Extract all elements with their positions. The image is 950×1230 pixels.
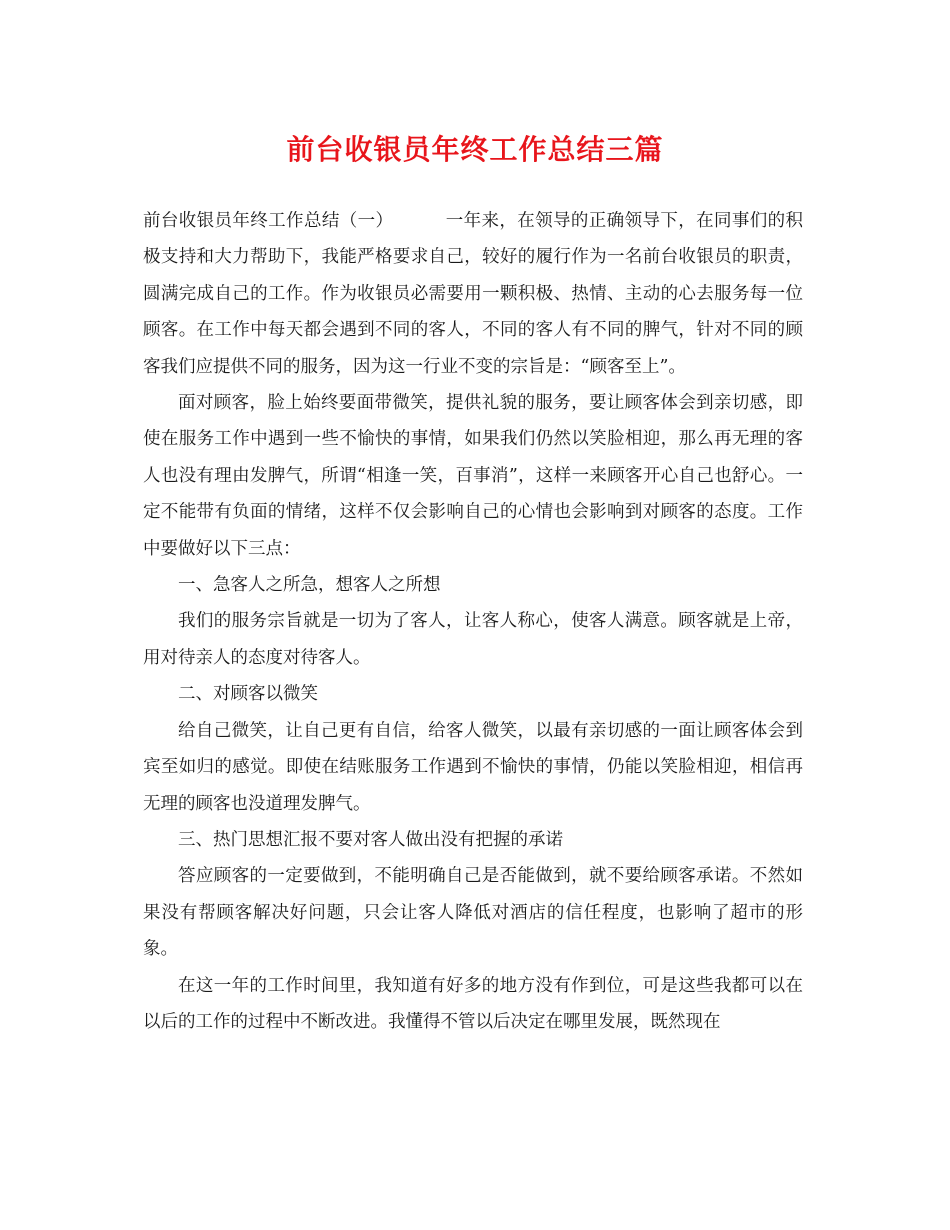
paragraph: 我们的服务宗旨就是一切为了客人，让客人称心，使客人满意。顾客就是上帝，用对待亲人的态度对待客人。 (143, 611, 803, 668)
paragraph-text: 一年来，在领导的正确领导下，在同事们的积极支持和大力帮助下，我能严格要求自己，较好的履行作为一名前台收银员的职责，圆满完成自己的工作。作为收银员必需要用一颗积极、热情、主动的心去服务每一位顾客。在工作中每天都会遇到不同的客人，不同的客人有不同的脾气，针对不同的顾客我们应提供不同的服务，因为这一行业不变的宗旨是：“顾客至上”。 (143, 211, 804, 377)
point-heading: 三、热门思想汇报不要对客人做出没有把握的承诺 (178, 829, 563, 850)
paragraph: 在这一年的工作时间里，我知道有好多的地方没有作到位，可是这些我都可以在以后的工作的过程中不断改进。我懂得不管以后决定在哪里发展，既然现在 (143, 975, 803, 1032)
section-heading: 前台收银员年终工作总结（一） (143, 211, 394, 231)
document-title: 前台收银员年终工作总结三篇 (286, 133, 664, 166)
point-heading: 二、对顾客以微笑 (178, 684, 318, 705)
paragraph-intro (143, 203, 803, 385)
paragraph: 面对顾客，脸上始终要面带微笑，提供礼貌的服务，要让顾客体会到亲切感，即使在服务工作中遇到一些不愉快的事情，如果我们仍然以笑脸相迎，那么再无理的客人也没有理由发脾气，所谓“相逢一笑，百事消”，这样一来顾客开心自己也舒心。一定不能带有负面的情绪，这样不仅会影响自己的心情也会影响到对顾客的态度。工作中要做好以下三点： (143, 393, 803, 559)
paragraph: 给自己微笑，让自己更有自信，给客人微笑，以最有亲切感的一面让顾客体会到宾至如归的感觉。即使在结账服务工作遇到不愉快的事情，仍能以笑脸相迎，相信再无理的顾客也没道理发脾气。 (143, 720, 803, 814)
point-heading: 一、急客人之所急，想客人之所想 (178, 575, 441, 596)
paragraph: 答应顾客的一定要做到，不能明确自己是否能做到，就不要给顾客承诺。不然如果没有帮顾客解决好问题，只会让客人降低对酒店的信任程度，也影响了超市的形象。 (143, 866, 803, 960)
document-body (143, 203, 803, 1040)
